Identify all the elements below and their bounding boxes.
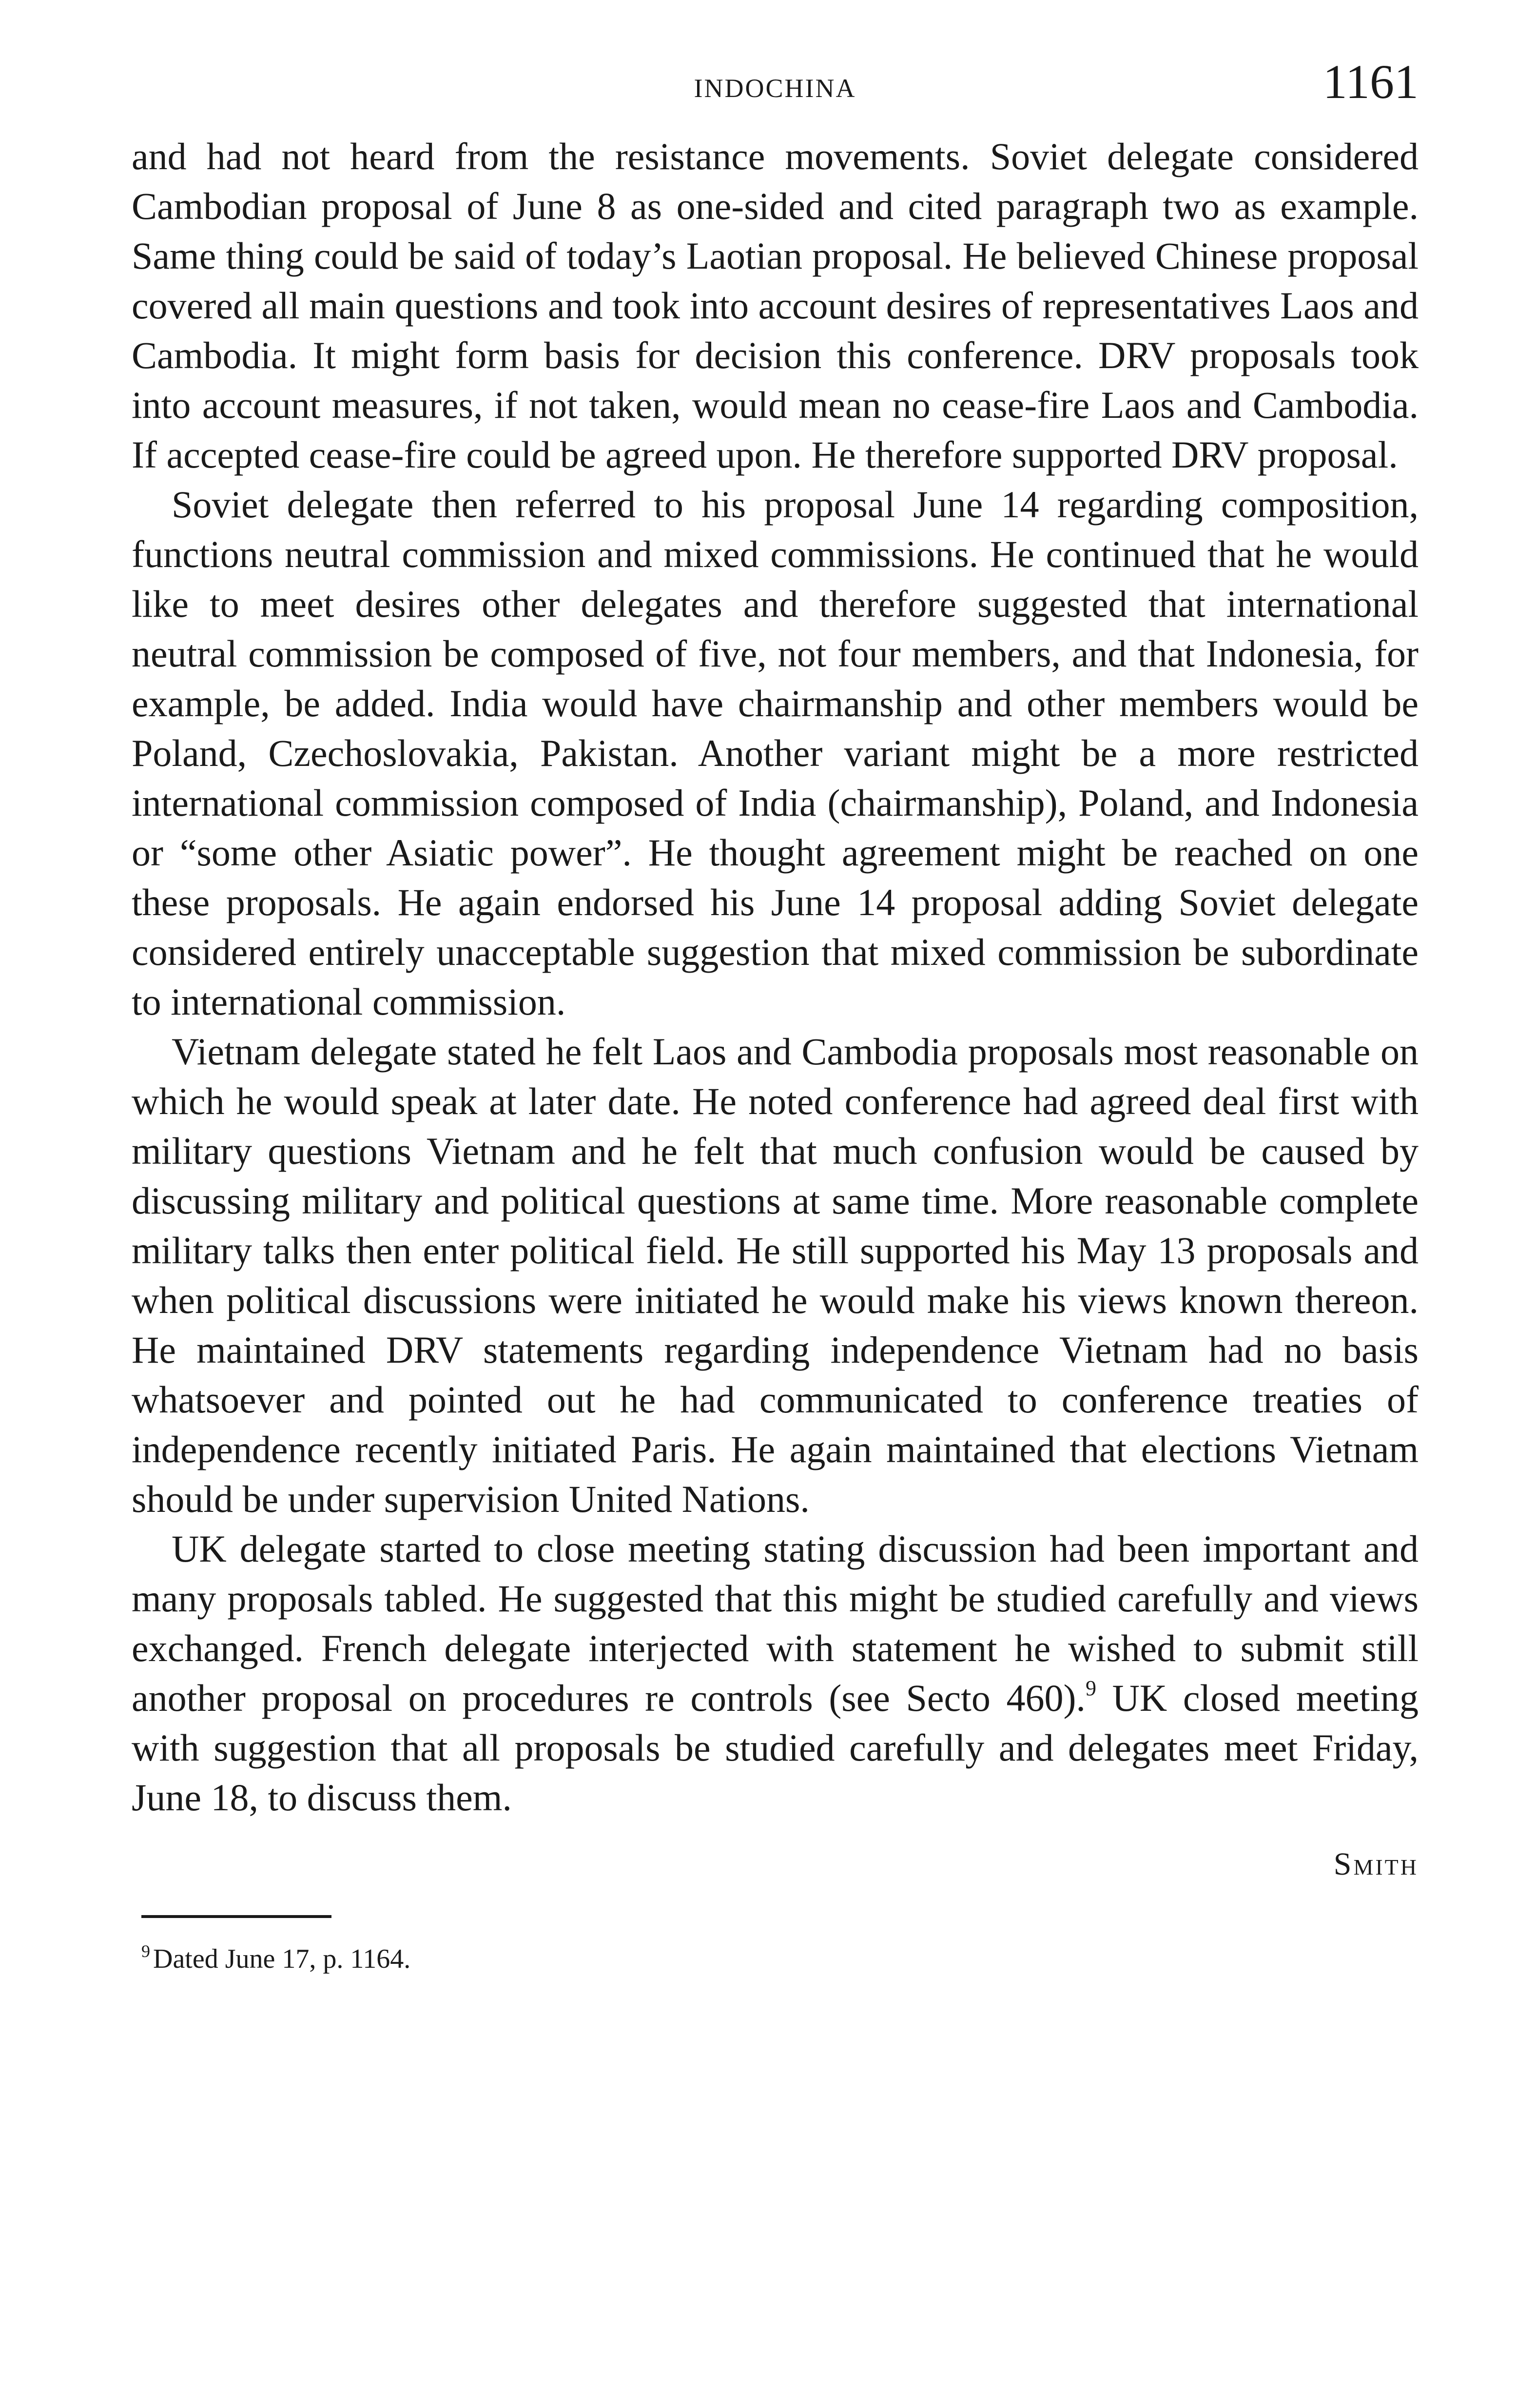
- footnote: [141, 1943, 1419, 1975]
- body-text: [132, 132, 1419, 1822]
- page-header: [132, 54, 1419, 132]
- paragraph-continuation: and had not heard from the resistance movements. Soviet delegate considered Cambodian proposal of June 8 as one-sided and cited paragraph two as example. Same thing could be said of today’s Laotian proposal. He believed Chinese proposal covered all main questions and took into account desires of representatives Laos and Cambodia. It might form basis for decision this conference. DRV proposals took into account measures, if not taken, would mean no cease-fire Laos and Cambodia. If accepted cease-fire could be agreed upon. He therefore supported DRV proposal.: [132, 135, 1419, 476]
- document-page: [132, 54, 1419, 1975]
- paragraph-soviet-delegate: Soviet delegate then referred to his proposal June 14 regarding composition, functions neutral commission and mixed commissions. He continued that he would like to meet desires other delegates and therefore suggested that international neutral commission be composed of five, not four members, and that Indonesia, for example, be added. India would have chairmanship and other members would be Poland, Czechoslovakia, Pakistan. Another variant might be a more restricted international commission composed of India (chairmanship), Poland, and Indonesia or “some other Asiatic power”. He thought agreement might be reached on one these proposals. He again endorsed his June 14 proposal adding Soviet delegate considered entirely unacceptable suggestion that mixed commission be subordinate to international commission.: [132, 483, 1419, 1023]
- footnote-reference[interactable]: 9: [1085, 1676, 1096, 1700]
- page-number: 1161: [1322, 55, 1419, 109]
- paragraph-uk-delegate: [132, 1524, 1419, 1822]
- paragraph-uk-text-after-ref: UK closed meeting with suggestion that all proposals be studied carefully and delegates meet Friday, June 18, to discuss them.: [132, 1677, 1419, 1819]
- paragraph-vietnam-delegate: Vietnam delegate stated he felt Laos and Cambodia proposals most reasonable on which he would speak at later date. He noted conference had agreed deal first with military questions Vietnam and he felt that much confusion would be caused by discussing military and political questions at same time. More reasonable complete military talks then enter political field. He still supported his May 13 proposals and when political discussions were initiated he would make his views known thereon. He maintained DRV statements regarding independence Vietnam had no basis whatsoever and pointed out he had communicated to conference treaties of independence recently initiated Paris. He again maintained that elections Vietnam should be under supervision United Nations.: [132, 1030, 1419, 1520]
- running-head: INDOCHINA: [694, 74, 856, 103]
- footnote-mark: 9: [141, 1941, 150, 1961]
- paragraph-uk-text-before-ref: UK delegate started to close meeting stating discussion had been important and many proposals tabled. He suggested that this might be studied carefully and views exchanged. French delegate interjected with statement he wished to submit still another proposal on procedures re controls (see Secto 460).: [132, 1527, 1419, 1719]
- footnote-divider: [141, 1915, 331, 1918]
- footnote-text: Dated June 17, p. 1164.: [153, 1944, 411, 1974]
- signature: Smith: [1333, 1846, 1419, 1882]
